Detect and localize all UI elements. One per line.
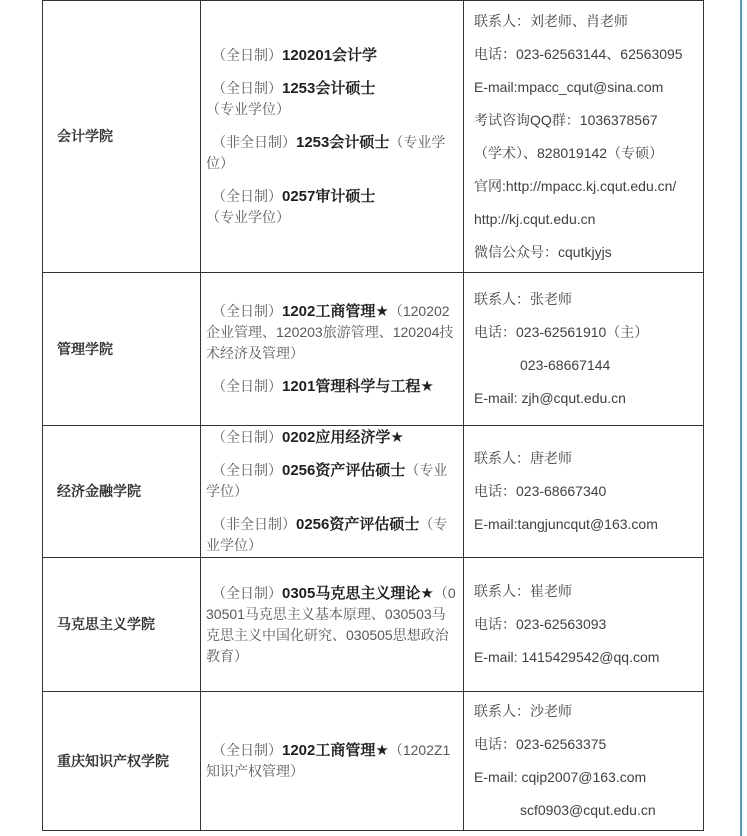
- program-note: （专业学位）: [206, 209, 290, 225]
- contact-person: 联系人：刘老师、肖老师: [474, 12, 628, 29]
- program-line: [206, 45, 457, 66]
- contact-cell: [464, 426, 704, 558]
- contact-email: scf0903@cqut.edu.cn: [520, 802, 656, 818]
- program-note: （专业学位）: [206, 462, 448, 499]
- program-line: [206, 427, 457, 448]
- table-row: [43, 692, 704, 831]
- program-name: 1202工商管理★: [282, 742, 389, 759]
- study-mode: （全日制）: [212, 429, 282, 445]
- contact-email: E-mail: zjh@cqut.edu.cn: [474, 390, 626, 406]
- program-line: [206, 78, 457, 120]
- contact-phone: 电话：023-62563144、62563095: [474, 45, 683, 62]
- program-name: 0202应用经济学★: [282, 429, 404, 446]
- program-line: [206, 460, 457, 502]
- program-name: 1202工商管理★: [282, 303, 389, 320]
- college-cell: [43, 273, 201, 426]
- program-name: 0256资产评估硕士: [282, 462, 406, 479]
- table-row: [43, 1, 704, 273]
- programs-cell: [201, 426, 464, 558]
- college-name: 重庆知识产权学院: [57, 752, 169, 769]
- program-note: （1202Z1知识产权管理）: [206, 742, 451, 779]
- college-cell: [43, 558, 201, 692]
- table-row: [43, 426, 704, 558]
- study-mode: （非全日制）: [212, 516, 296, 532]
- contact-email: E-mail: 1415429542@qq.com: [474, 649, 660, 665]
- study-mode: （全日制）: [212, 378, 282, 394]
- program-note: （120202企业管理、120203旅游管理、120204技术经济及管理）: [206, 303, 454, 361]
- program-name: 0305马克思主义理论★: [282, 584, 434, 602]
- program-note: （专业学位）: [206, 516, 448, 553]
- table-row: [43, 558, 704, 692]
- contact-website: 官网:http://mpacc.kj.cqut.edu.cn/: [474, 177, 677, 194]
- contact-qq-group: （学术）、828019142（专硕）: [474, 144, 664, 161]
- program-line: [206, 186, 457, 228]
- college-name: 经济金融学院: [57, 483, 141, 499]
- program-name: 1201管理科学与工程★: [282, 378, 434, 395]
- programs-cell: [201, 273, 464, 426]
- contact-person: 联系人：沙老师: [474, 703, 572, 719]
- program-note: （专业学位）: [206, 134, 446, 171]
- contact-phone: 023-68667144: [520, 357, 611, 373]
- programs-cell: [201, 1, 464, 273]
- contact-qq-group: 考试咨询QQ群：1036378567: [474, 111, 658, 128]
- study-mode: （全日制）: [212, 47, 282, 63]
- college-name: 管理学院: [57, 340, 113, 357]
- program-line: [206, 376, 457, 397]
- program-note: （030501马克思主义基本原理、030503马克思主义中国化研究、030505思想政治教育）: [206, 584, 456, 664]
- contact-person: 联系人：崔老师: [474, 583, 572, 599]
- study-mode: （全日制）: [212, 462, 282, 478]
- contact-cell: [464, 558, 704, 692]
- college-cell: [43, 692, 201, 831]
- program-line: [206, 514, 457, 556]
- program-line: [206, 740, 457, 782]
- contact-phone: 电话：023-62563375: [474, 736, 607, 752]
- program-line: [206, 132, 457, 174]
- program-line: [206, 583, 457, 667]
- admissions-table: [42, 0, 704, 831]
- program-name: 1253会计硕士: [282, 80, 376, 97]
- contact-person: 联系人：唐老师: [474, 450, 572, 466]
- contact-email: E-mail: cqip2007@163.com: [474, 769, 647, 785]
- study-mode: （全日制）: [212, 742, 282, 758]
- program-name: 0257审计硕士: [282, 188, 376, 205]
- program-note: （专业学位）: [206, 101, 290, 117]
- program-name: 120201会计学: [282, 47, 378, 64]
- program-name: 1253会计硕士: [296, 134, 390, 151]
- study-mode: （全日制）: [212, 303, 282, 319]
- contact-phone: 电话：023-68667340: [474, 483, 607, 499]
- college-cell: [43, 1, 201, 273]
- contact-person: 联系人：张老师: [474, 291, 572, 307]
- study-mode: （全日制）: [212, 584, 282, 601]
- college-name: 马克思主义学院: [57, 616, 155, 632]
- study-mode: （全日制）: [212, 188, 282, 204]
- contact-wechat: 微信公众号：cqutkjyjs: [474, 243, 612, 260]
- programs-cell: [201, 692, 464, 831]
- contact-phone: 电话：023-62563093: [474, 616, 607, 632]
- contact-email: E-mail:tangjuncqut@163.com: [474, 516, 658, 532]
- contact-cell: [464, 273, 704, 426]
- contact-cell: [464, 1, 704, 273]
- contact-email: E-mail:mpacc_cqut@sina.com: [474, 78, 664, 95]
- contact-phone: 电话：023-62561910（主）: [474, 324, 649, 340]
- table-row: [43, 273, 704, 426]
- contact-website: http://kj.cqut.edu.cn: [474, 210, 596, 227]
- college-name: 会计学院: [57, 128, 113, 144]
- programs-cell: [201, 558, 464, 692]
- college-cell: [43, 426, 201, 558]
- program-line: [206, 301, 457, 364]
- study-mode: （全日制）: [212, 80, 282, 96]
- study-mode: （非全日制）: [212, 134, 296, 150]
- contact-cell: [464, 692, 704, 831]
- program-name: 0256资产评估硕士: [296, 516, 420, 533]
- content-right-border: [740, 0, 742, 836]
